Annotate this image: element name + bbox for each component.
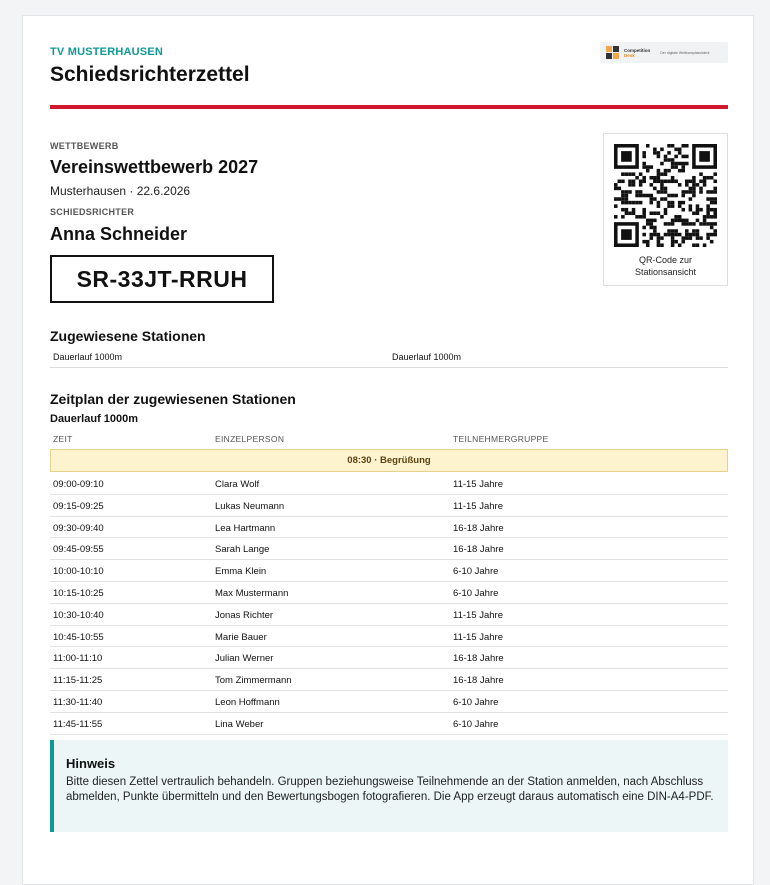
- table-row: [50, 669, 728, 691]
- cell-group: 11-15 Jahre: [453, 631, 503, 643]
- cell-time: 10:45-10:55: [53, 631, 104, 643]
- column-header-person: EINZELPERSON: [215, 434, 285, 444]
- table-row: [50, 626, 728, 648]
- cell-person: Emma Klein: [215, 566, 267, 578]
- table-row: [50, 713, 728, 735]
- schedule-rows: [50, 473, 728, 735]
- table-row: [50, 560, 728, 582]
- cell-group: 6-10 Jahre: [453, 718, 499, 730]
- referee-code: SR-33JT-RRUH: [50, 255, 274, 303]
- cell-time: 11:45-11:55: [53, 718, 103, 730]
- column-header-time: ZEIT: [53, 434, 73, 444]
- cell-time: 11:30-11:40: [53, 696, 103, 708]
- cell-group: 16-18 Jahre: [453, 522, 504, 534]
- referee-label: SCHIEDSRICHTER: [50, 207, 135, 217]
- cell-time: 11:00-11:10: [53, 653, 103, 665]
- cell-group: 11-15 Jahre: [453, 479, 503, 490]
- logo-wordmark: Competition Desk: [624, 47, 651, 58]
- qr-caption: QR-Code zur Stationsansicht: [634, 255, 697, 277]
- cell-person: Lukas Neumann: [215, 500, 285, 512]
- station-item: Dauerlauf 1000m: [392, 352, 462, 362]
- cell-person: Tom Zimmermann: [215, 675, 292, 687]
- cell-time: 09:45-09:55: [53, 544, 104, 556]
- note-box: [50, 740, 728, 832]
- cell-time: 09:30-09:40: [53, 522, 104, 534]
- note-body: Bitte diesen Zettel vertraulich behandeln. Gruppen beziehungsweise Teilnehmende an der Station anmelden, nach Abschluss abmelden, Punkte übermitteln und den Bewertungsbogen fotografieren. Die App erzeugt daraus automatisch eine DIN-A4-PDF.: [66, 776, 714, 803]
- cell-time: 10:15-10:25: [53, 587, 104, 599]
- cell-person: Clara Wolf: [215, 479, 260, 490]
- cell-group: 16-18 Jahre: [453, 544, 504, 556]
- stations-heading: Zugewiesene Stationen: [50, 328, 206, 344]
- cell-group: 6-10 Jahre: [453, 587, 499, 599]
- cell-person: Jonas Richter: [215, 609, 274, 621]
- referee-sheet: [22, 15, 754, 885]
- table-row: [50, 538, 728, 560]
- cell-time: 11:15-11:25: [53, 675, 103, 687]
- station-item: Dauerlauf 1000m: [53, 352, 123, 362]
- column-header-group: TEILNEHMERGRUPPE: [453, 434, 549, 444]
- competition-meta: Musterhausen · 22.6.2026: [50, 184, 191, 198]
- table-row: [50, 604, 728, 626]
- cell-person: Leon Hoffmann: [215, 696, 280, 708]
- schedule-table-header: [50, 432, 728, 448]
- cell-time: 09:00-09:10: [53, 479, 104, 490]
- logo-mark-icon: [606, 46, 620, 60]
- competition-name: Vereinswettbewerb 2027: [50, 157, 259, 177]
- cell-person: Marie Bauer: [215, 631, 267, 643]
- cell-group: 16-18 Jahre: [453, 653, 504, 665]
- cell-time: 10:00-10:10: [53, 566, 104, 578]
- cell-person: Lina Weber: [215, 718, 264, 730]
- cell-person: Sarah Lange: [215, 544, 270, 556]
- table-row: [50, 517, 728, 539]
- table-row: [50, 691, 728, 713]
- competition-label: WETTBEWERB: [50, 141, 119, 151]
- table-row: [50, 647, 728, 669]
- schedule-station-name: Dauerlauf 1000m: [50, 413, 139, 425]
- cell-person: Julian Werner: [215, 653, 274, 665]
- table-row: [50, 473, 728, 495]
- app-logo: [600, 42, 728, 63]
- stations-list: [50, 346, 728, 368]
- cell-group: 16-18 Jahre: [453, 675, 504, 687]
- cell-group: 6-10 Jahre: [453, 566, 499, 578]
- break-row: 08:30 · Begrüßung: [50, 449, 728, 472]
- cell-group: 11-15 Jahre: [453, 500, 503, 512]
- header-rule: [50, 105, 728, 109]
- cell-group: 11-15 Jahre: [453, 609, 503, 621]
- cell-time: 10:30-10:40: [53, 609, 104, 621]
- logo-tagline: Der digitale Wettkampfassistent: [660, 50, 710, 55]
- referee-name: Anna Schneider: [50, 224, 188, 244]
- page-title: Schiedsrichterzettel: [50, 63, 250, 86]
- qr-card: [603, 133, 728, 286]
- table-row: [50, 495, 728, 517]
- cell-person: Lea Hartmann: [215, 522, 276, 534]
- qr-code-icon[interactable]: [614, 144, 717, 247]
- cell-group: 6-10 Jahre: [453, 696, 499, 708]
- club-name: TV MUSTERHAUSEN: [50, 46, 164, 58]
- schedule-heading: Zeitplan der zugewiesenen Stationen: [50, 391, 296, 407]
- table-row: [50, 582, 728, 604]
- note-title: Hinweis: [66, 756, 116, 771]
- cell-person: Max Mustermann: [215, 587, 289, 599]
- cell-time: 09:15-09:25: [53, 500, 104, 512]
